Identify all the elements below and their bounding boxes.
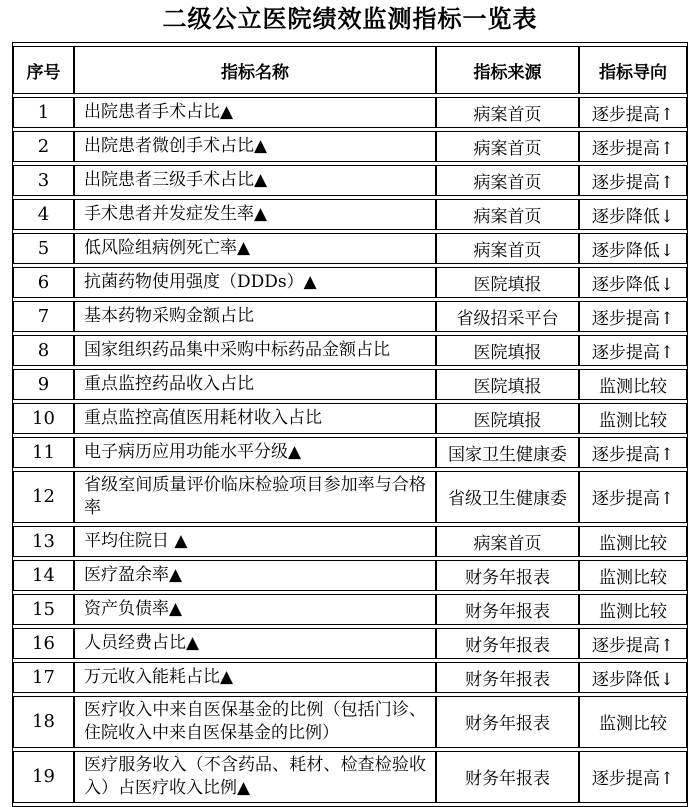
- indicator-source: 病案首页: [436, 97, 579, 128]
- table-row: [13, 301, 687, 332]
- indicator-source: 国家卫生健康委: [436, 437, 579, 468]
- table-row: [13, 751, 687, 803]
- row-no: 5: [13, 233, 74, 264]
- indicator-name: 平均住院日 ▲: [74, 526, 436, 557]
- row-no: 19: [13, 751, 74, 803]
- header-row: [13, 46, 687, 94]
- row-no: 13: [13, 526, 74, 557]
- table-row: [13, 471, 687, 523]
- indicator-name: 万元收入能耗占比▲: [74, 662, 436, 693]
- row-no: 6: [13, 267, 74, 298]
- indicator-source: 财务年报表: [436, 696, 579, 748]
- row-no: 11: [13, 437, 74, 468]
- indicator-name: 人员经费占比▲: [74, 628, 436, 659]
- row-no: 12: [13, 471, 74, 523]
- indicator-direction: 监测比较: [579, 696, 687, 748]
- indicator-name: 医疗服务收入（不含药品、耗材、检查检验收入）占医疗收入比例▲: [74, 751, 436, 803]
- indicator-direction: 监测比较: [579, 526, 687, 557]
- indicator-name: 低风险组病例死亡率▲: [74, 233, 436, 264]
- row-no: 15: [13, 594, 74, 625]
- indicator-direction: 监测比较: [579, 403, 687, 434]
- table-row: [13, 165, 687, 196]
- indicator-direction: 逐步提高↑: [579, 751, 687, 803]
- row-no: 8: [13, 335, 74, 366]
- indicator-source: 病案首页: [436, 233, 579, 264]
- table-row: [13, 560, 687, 591]
- indicator-source: 医院填报: [436, 335, 579, 366]
- indicator-source: 医院填报: [436, 403, 579, 434]
- indicator-name: 省级室间质量评价临床检验项目参加率与合格率: [74, 471, 436, 523]
- indicator-direction: 逐步提高↑: [579, 335, 687, 366]
- indicator-direction: 逐步提高↑: [579, 131, 687, 162]
- indicator-direction: 逐步提高↑: [579, 628, 687, 659]
- indicator-name: 重点监控高值医用耗材收入占比: [74, 403, 436, 434]
- table-row: [13, 369, 687, 400]
- table-row: [13, 131, 687, 162]
- indicator-direction: 逐步降低↓: [579, 662, 687, 693]
- indicator-direction: 监测比较: [579, 560, 687, 591]
- table-row: [13, 662, 687, 693]
- indicator-source: 病案首页: [436, 199, 579, 230]
- indicator-direction: 逐步提高↑: [579, 301, 687, 332]
- indicator-direction: 逐步降低↓: [579, 267, 687, 298]
- indicator-source: 省级招采平台: [436, 301, 579, 332]
- indicator-source: 省级卫生健康委: [436, 471, 579, 523]
- indicator-name: 基本药物采购金额占比: [74, 301, 436, 332]
- indicator-name: 手术患者并发症发生率▲: [74, 199, 436, 230]
- table-row: [13, 335, 687, 366]
- table-row: [13, 403, 687, 434]
- indicator-name: 电子病历应用功能水平分级▲: [74, 437, 436, 468]
- indicator-source: 病案首页: [436, 526, 579, 557]
- indicator-direction: 逐步提高↑: [579, 97, 687, 128]
- indicator-name: 出院患者三级手术占比▲: [74, 165, 436, 196]
- table-row: [13, 233, 687, 264]
- indicator-source: 病案首页: [436, 131, 579, 162]
- header-no: 序号: [13, 46, 74, 94]
- indicator-direction: 监测比较: [579, 594, 687, 625]
- indicator-source: 医院填报: [436, 369, 579, 400]
- header-indicator-name: 指标名称: [74, 46, 436, 94]
- table-row: [13, 526, 687, 557]
- indicator-source: 病案首页: [436, 165, 579, 196]
- row-no: 9: [13, 369, 74, 400]
- indicator-name: 抗菌药物使用强度（DDDs）▲: [74, 267, 436, 298]
- page-title: 二级公立医院绩效监测指标一览表: [162, 4, 538, 33]
- table-row: [13, 628, 687, 659]
- table-row: [13, 199, 687, 230]
- indicator-direction: 逐步提高↑: [579, 437, 687, 468]
- indicator-direction: 逐步提高↑: [579, 165, 687, 196]
- table-row: [13, 97, 687, 128]
- row-no: 1: [13, 97, 74, 128]
- indicator-name: 医疗盈余率▲: [74, 560, 436, 591]
- indicator-name: 重点监控药品收入占比: [74, 369, 436, 400]
- indicator-direction: 逐步提高↑: [579, 471, 687, 523]
- indicator-direction: 监测比较: [579, 369, 687, 400]
- indicator-name: 国家组织药品集中采购中标药品金额占比: [74, 335, 436, 366]
- row-no: 16: [13, 628, 74, 659]
- header-indicator-source: 指标来源: [436, 46, 579, 94]
- indicators-table: [12, 42, 688, 807]
- row-no: 7: [13, 301, 74, 332]
- indicator-direction: 逐步降低↓: [579, 233, 687, 264]
- row-no: 2: [13, 131, 74, 162]
- indicator-source: 财务年报表: [436, 560, 579, 591]
- indicator-source: 医院填报: [436, 267, 579, 298]
- row-no: 10: [13, 403, 74, 434]
- indicator-name: 资产负债率▲: [74, 594, 436, 625]
- indicator-source: 财务年报表: [436, 751, 579, 803]
- table-row: [13, 594, 687, 625]
- row-no: 3: [13, 165, 74, 196]
- indicator-name: 医疗收入中来自医保基金的比例（包括门诊、住院收入中来自医保基金的比例）: [74, 696, 436, 748]
- indicator-source: 财务年报表: [436, 662, 579, 693]
- row-no: 4: [13, 199, 74, 230]
- indicator-direction: 逐步降低↓: [579, 199, 687, 230]
- indicator-source: 财务年报表: [436, 594, 579, 625]
- row-no: 18: [13, 696, 74, 748]
- row-no: 14: [13, 560, 74, 591]
- table-row: [13, 267, 687, 298]
- indicator-name: 出院患者微创手术占比▲: [74, 131, 436, 162]
- row-no: 17: [13, 662, 74, 693]
- header-indicator-direction: 指标导向: [579, 46, 687, 94]
- table-row: [13, 696, 687, 748]
- indicator-name: 出院患者手术占比▲: [74, 97, 436, 128]
- indicator-source: 财务年报表: [436, 628, 579, 659]
- table-row: [13, 437, 687, 468]
